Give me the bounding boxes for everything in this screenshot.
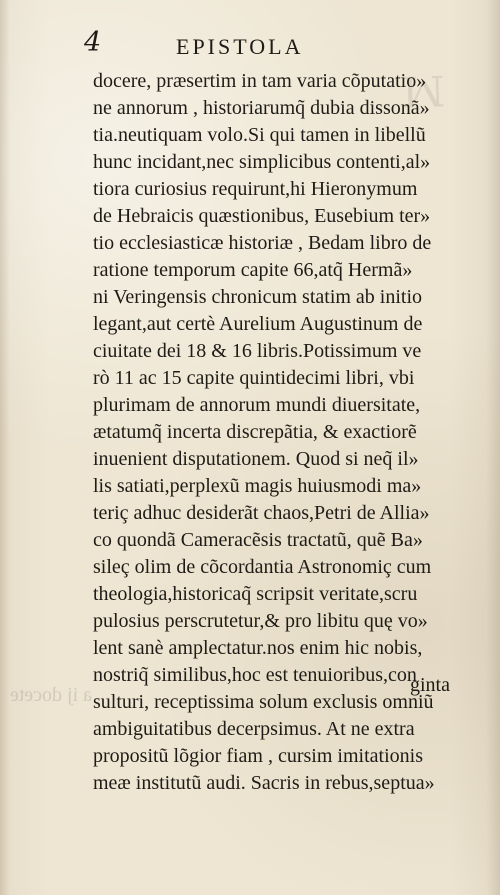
text-line: plurimam de annorum mundi diuersitate, [93, 394, 421, 416]
text-line: nostriq̃ similibus,hoc est tenuioribus,con [93, 664, 417, 686]
show-through-ghost-text: ꟽ [401, 67, 449, 118]
text-line: teriç adhuc desiderãt chaos,Petri de Allia» [93, 502, 430, 524]
text-line: rò 11 ac 15 capite quintidecimi libri, vbi [93, 367, 415, 389]
text-line: ciuitate dei 18 & 16 libris.Potissimum ve [93, 340, 422, 362]
show-through-mirrored-line: a ij docete [9, 684, 92, 706]
text-line: ætatumq̃ incerta discrepãtia, & exactiorẽ [93, 421, 417, 443]
text-line: ne annorum , historiarumq̃ dubia dissonã» [93, 97, 430, 119]
running-head: EPISTOLA [176, 34, 304, 59]
page-number: 4 [84, 27, 102, 58]
text-line: lent sanè amplectatur.nos enim hic nobis, [93, 637, 423, 659]
text-line: lis satiati,perplexũ magis huiusmodi ma» [93, 475, 422, 497]
text-line: theologia,historicaq̃ scripsit veritate,scru [93, 583, 418, 605]
text-line: docere, præsertim in tam varia cõputatio» [93, 70, 427, 92]
text-line: tiora curiosius requirunt,hi Hieronymum [93, 178, 418, 200]
text-line: legant,aut certè Aurelium Augustinum de [93, 313, 423, 335]
text-line: sulturi, receptissima solum exclusis omniũ [93, 691, 434, 713]
catchword: ginta [410, 674, 450, 696]
text-line: ratione temporum capite 66,atq̃ Hermã» [93, 259, 413, 281]
text-line: tio ecclesiasticæ historiæ , Bedam libro de [93, 232, 432, 254]
page-left-shadow [0, 0, 10, 895]
text-line: ambiguitatibus decerpsimus. At ne extra [93, 718, 415, 740]
text-line: pulosius perscrutetur,& pro libitu quę vo» [93, 610, 428, 632]
main-text-block [93, 68, 450, 797]
text-line: sileç olim de cõcordantia Astronomiç cum [93, 556, 432, 578]
text-line: meæ institutũ audi. Sacris in rebus,septua» [93, 772, 435, 794]
text-line: tia.neutiquam volo.Si qui tamen in libellũ [93, 124, 426, 146]
text-line: inuenient disputationem. Quod si neq̃ il» [93, 448, 419, 470]
page-header [84, 29, 444, 69]
text-line: propositũ lõgior fiam , cursim imitationis [93, 745, 423, 767]
page-right-shadow [486, 0, 500, 895]
text-line: hunc incidant,nec simplicibus contenti,al» [93, 151, 431, 173]
text-line: ni Veringensis chronicum statim ab initio [93, 286, 423, 308]
text-line: co quondã Cameracẽsis tractatũ, quẽ Ba» [93, 529, 423, 551]
text-line: de Hebraicis quæstionibus, Eusebium ter» [93, 205, 431, 227]
